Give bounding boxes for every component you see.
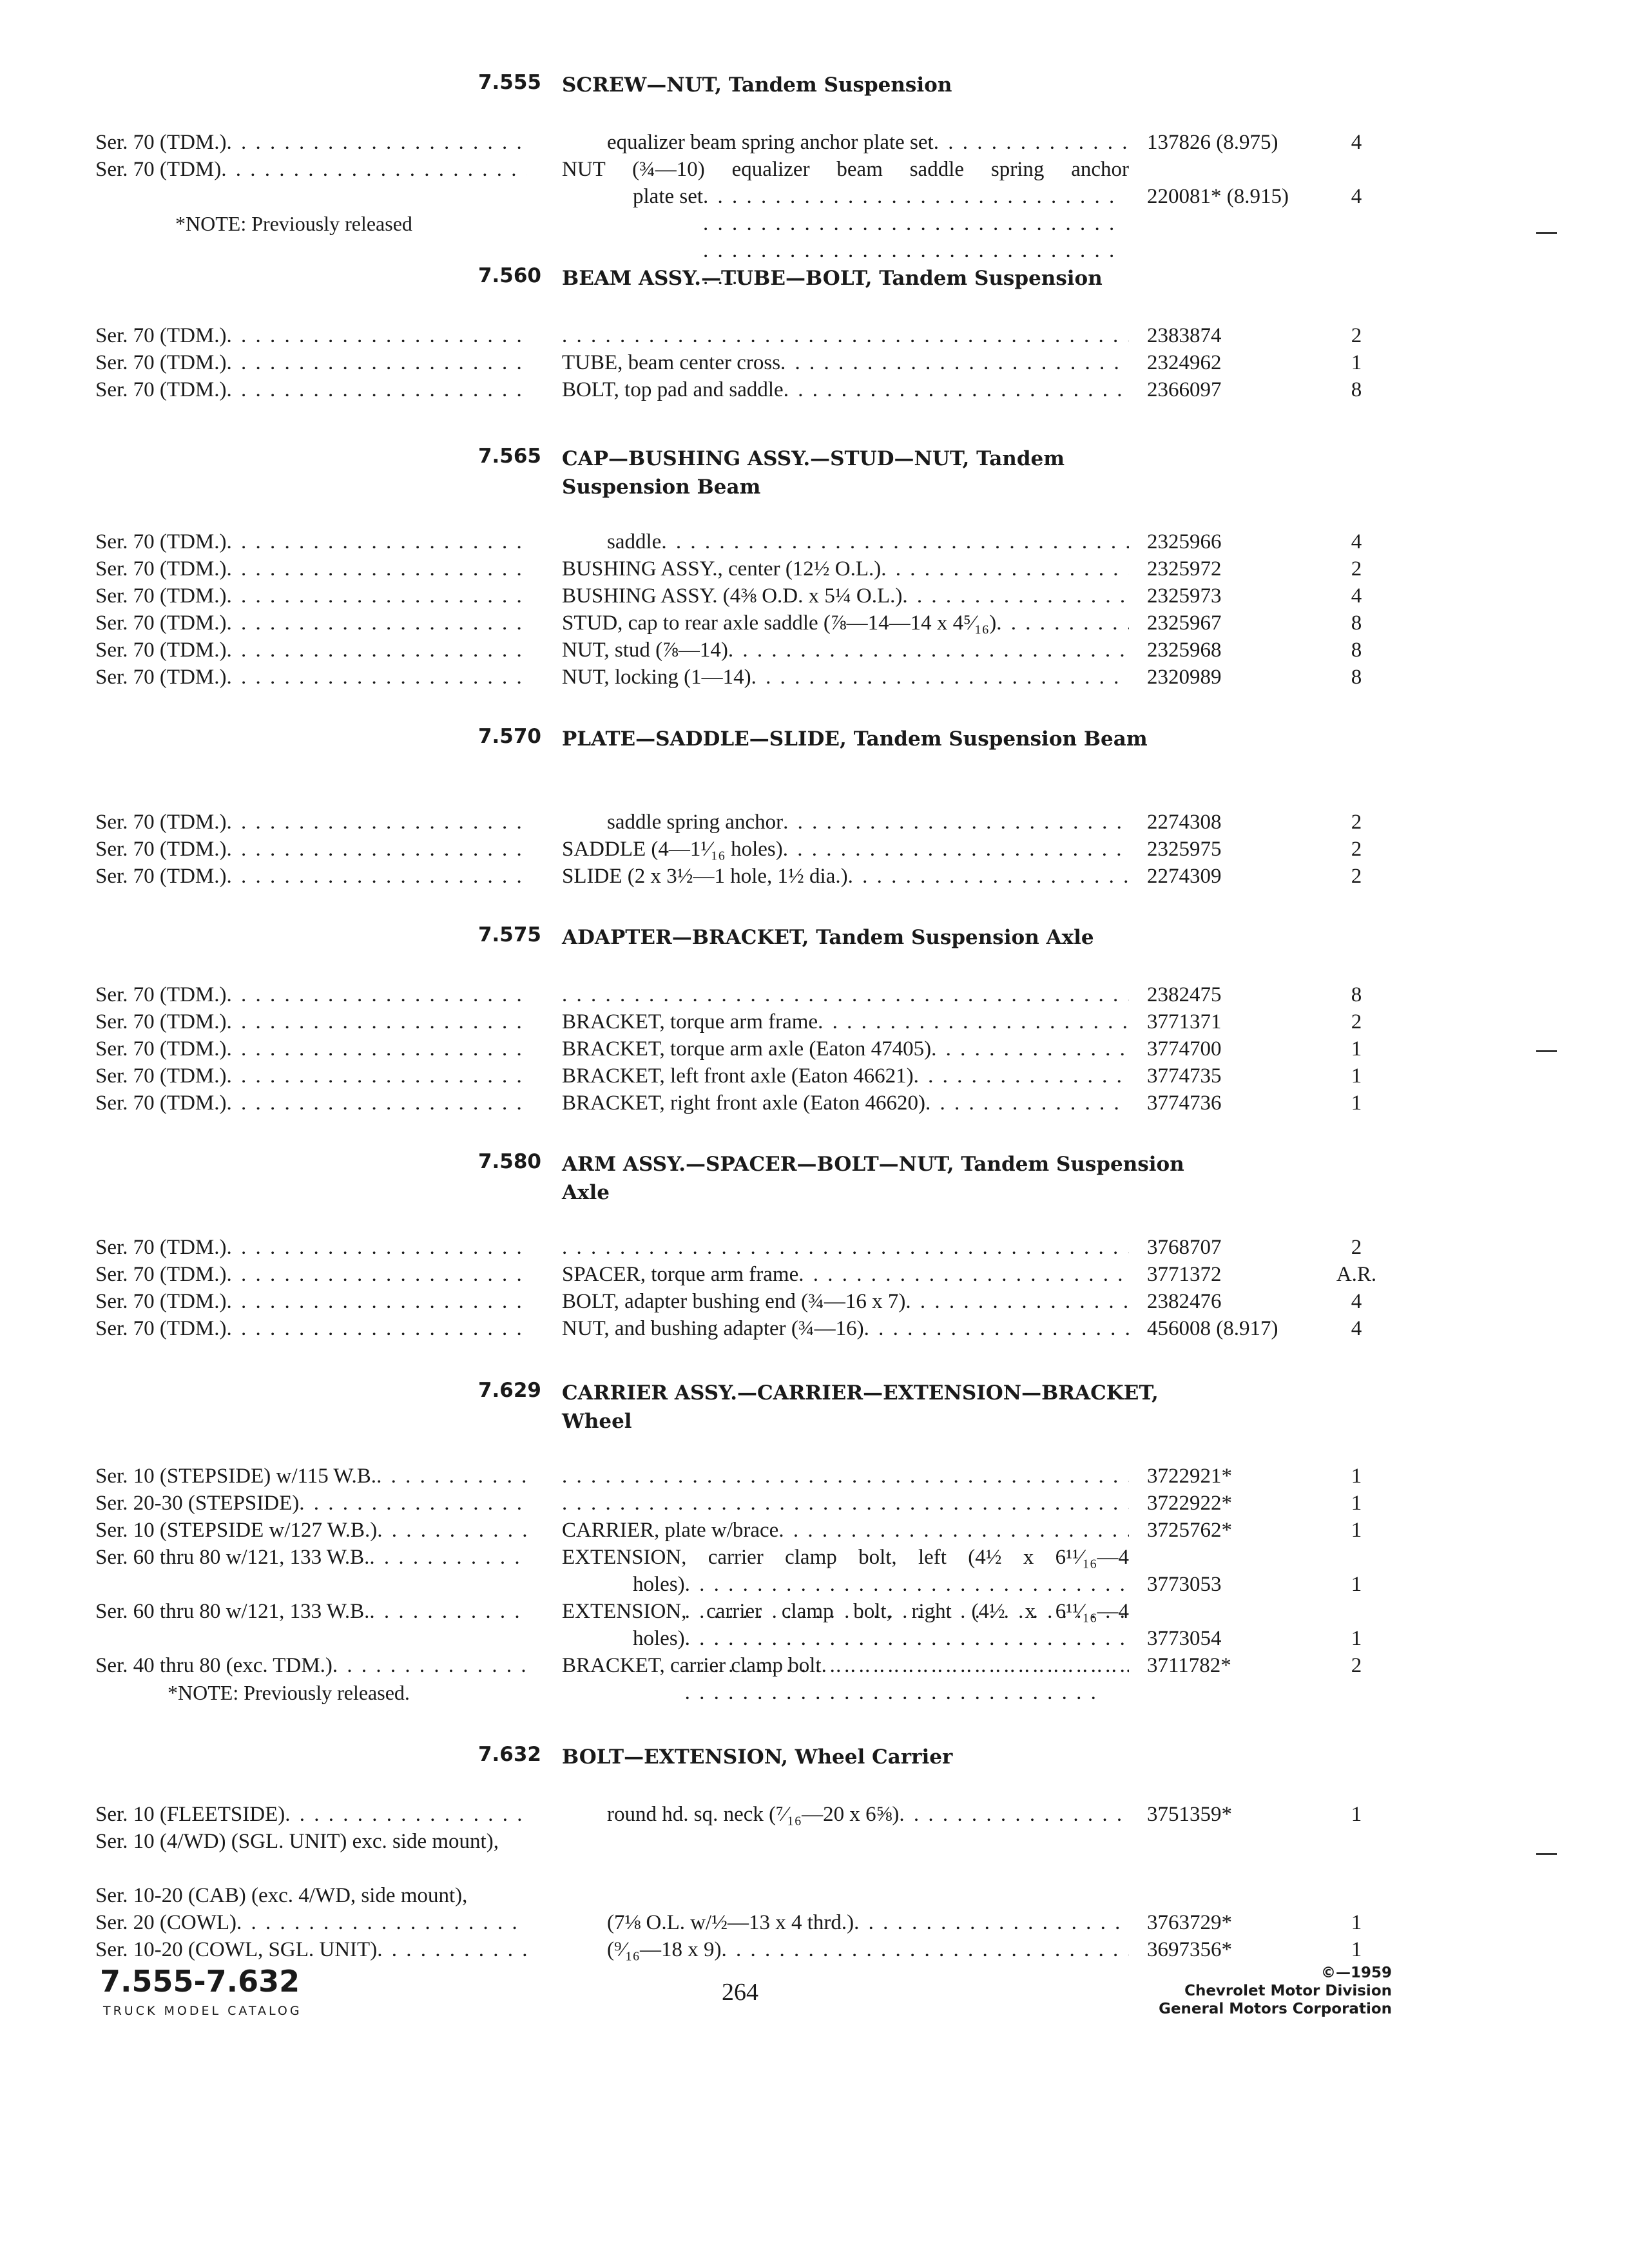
part-number: 3773054 xyxy=(1147,1627,1222,1650)
quantity: 2 xyxy=(1351,865,1362,888)
table-row: Ser. 70 (TDM.) . . . BUSHING ASSY. (4⅜ O.D. x 5¼ O.L.) . . . 2325973 4 xyxy=(0,582,1629,610)
section-7629 xyxy=(0,1379,1629,1706)
section-title: ARM ASSY.—SPACER—BOLT—NUT, Tandem Suspension Axle xyxy=(562,1153,1184,1204)
quantity: 1 xyxy=(1351,1911,1362,1934)
table-row: Ser. 40 thru 80 (exc. TDM.) . . . BRACKET, carrier clamp bolt . . . 3711782* 2 xyxy=(0,1652,1629,1679)
publisher-block xyxy=(1031,1964,1392,2018)
section-number: 7.555 xyxy=(477,71,541,94)
part-number: 3725762* xyxy=(1147,1519,1232,1542)
part-number: 3768707 xyxy=(1147,1236,1222,1259)
quantity: 1 xyxy=(1351,351,1362,374)
section-7632 xyxy=(0,1743,1629,1963)
part-number: 3763729* xyxy=(1147,1911,1232,1934)
section-7560 xyxy=(0,264,1629,403)
part-number: 2382476 xyxy=(1147,1290,1222,1313)
part-number: 3722922* xyxy=(1147,1492,1232,1515)
table-row: Ser. 10 (STEPSIDE) w/115 W.B. . . . . . . 3722921* 1 xyxy=(0,1463,1629,1490)
table-row: Ser. 70 (TDM.) . . . BRACKET, torque arm axle (Eaton 47405) . . . 3774700 1 xyxy=(0,1035,1629,1062)
section-7555 xyxy=(0,71,1629,237)
quantity: 4 xyxy=(1351,584,1362,608)
section-title: BEAM ASSY.—TUBE—BOLT, Tandem Suspension xyxy=(562,267,1103,290)
table-row: Ser. 10-20 (CAB) (exc. 4/WD, side mount), xyxy=(95,1884,468,1907)
page-footer xyxy=(0,1964,1629,2054)
part-number: 3722921* xyxy=(1147,1465,1232,1488)
section-title: ADAPTER—BRACKET, Tandem Suspension Axle xyxy=(562,926,1094,949)
section-number: 7.560 xyxy=(477,264,541,287)
table-row: Ser. 60 thru 80 w/121, 133 W.B. . . . EXTENSION, carrier clamp bolt, left (4½ x 6¹¹⁄₁₆—4 holes) . . . 3773053 1 xyxy=(0,1544,1629,1598)
part-number: 2382475 xyxy=(1147,983,1222,1006)
section-7580 xyxy=(0,1150,1629,1342)
quantity: 1 xyxy=(1351,1627,1362,1650)
quantity: 1 xyxy=(1351,1492,1362,1515)
table-row: Ser. 70 (TDM.) . . . NUT, and bushing adapter (¾—16) . . . 456008 (8.917) 4 xyxy=(0,1315,1629,1342)
section-number: 7.570 xyxy=(477,725,541,748)
quantity: 1 xyxy=(1351,1803,1362,1826)
part-number: 2366097 xyxy=(1147,378,1222,401)
part-number: 2325968 xyxy=(1147,639,1222,662)
section-number: 7.580 xyxy=(477,1150,541,1173)
part-number: 2383874 xyxy=(1147,324,1222,347)
section-title: PLATE—SADDLE—SLIDE, Tandem Suspension Beam xyxy=(562,727,1148,751)
section-7575 xyxy=(0,923,1629,1117)
quantity: 8 xyxy=(1351,666,1362,689)
part-number: 3774736 xyxy=(1147,1091,1222,1115)
edge-mark xyxy=(1536,1853,1557,1855)
section-title: SCREW—NUT, Tandem Suspension xyxy=(562,73,952,97)
table-row: Ser. 10 (STEPSIDE w/127 W.B.) . . . CARRIER, plate w/brace . . . 3725762* 1 xyxy=(0,1517,1629,1544)
table-row: Ser. 10 (4/WD) (SGL. UNIT) exc. side mount), xyxy=(95,1830,499,1853)
part-number: 3697356* xyxy=(1147,1938,1232,1961)
table-row: Ser. 70 (TDM.) . . . SLIDE (2 x 3½—1 hole, 1½ dia.) . . . 2274309 2 xyxy=(0,863,1629,890)
part-number: 2325973 xyxy=(1147,584,1222,608)
part-number: 137826 (8.975) xyxy=(1147,131,1278,154)
part-number: 2320989 xyxy=(1147,666,1222,689)
page-number: 264 xyxy=(722,1979,758,2006)
table-row: Ser. 70 (TDM.) . . . . . . 2383874 2 xyxy=(0,322,1629,349)
part-number: 3751359* xyxy=(1147,1803,1232,1826)
quantity: 8 xyxy=(1351,983,1362,1006)
quantity: 2 xyxy=(1351,811,1362,834)
quantity: 4 xyxy=(1351,131,1362,154)
section-7570 xyxy=(0,725,1629,890)
part-number: 3711782* xyxy=(1147,1654,1231,1677)
quantity: 4 xyxy=(1351,530,1362,553)
section-7565 xyxy=(0,445,1629,691)
quantity: 4 xyxy=(1351,1317,1362,1340)
quantity: 8 xyxy=(1351,611,1362,635)
table-row: Ser. 70 (TDM.) . . . equalizer beam spring anchor plate set . . . 137826 (8.975) 4 xyxy=(0,129,1629,156)
quantity: 1 xyxy=(1351,1091,1362,1115)
quantity: 8 xyxy=(1351,378,1362,401)
part-number: 2325967 xyxy=(1147,611,1222,635)
table-row: Ser. 10-20 (COWL, SGL. UNIT) . . . (⁹⁄₁₆—18 x 9) . . . 3697356* 1 xyxy=(0,1936,1629,1963)
quantity: 2 xyxy=(1351,1236,1362,1259)
quantity: 1 xyxy=(1351,1064,1362,1088)
section-title: BOLT—EXTENSION, Wheel Carrier xyxy=(562,1745,953,1769)
part-number: 2324962 xyxy=(1147,351,1222,374)
table-row: Ser. 70 (TDM.) . . . SADDLE (4—1¹⁄₁₆ holes) . . . 2325975 2 xyxy=(0,836,1629,863)
part-number: 2325975 xyxy=(1147,838,1222,861)
part-number: 3774735 xyxy=(1147,1064,1222,1088)
table-row: Ser. 20 (COWL) . . . (7⅛ O.L. w/½—13 x 4 thrd.) . . . 3763729* 1 xyxy=(0,1909,1629,1936)
part-number: 2325966 xyxy=(1147,530,1222,553)
table-row: Ser. 70 (TDM) . . . NUT (¾—10) equalizer beam saddle spring anchor plate set . . . 220081* (8.915) 4 xyxy=(0,156,1629,210)
catalog-label: TRUCK MODEL CATALOG xyxy=(103,2004,302,2018)
part-number: 3771371 xyxy=(1147,1010,1222,1033)
table-row: Ser. 70 (TDM.) . . . . . . 3768707 2 xyxy=(0,1234,1629,1261)
quantity: 1 xyxy=(1351,1938,1362,1961)
table-row: Ser. 70 (TDM.) . . . NUT, stud (⅞—14) . . . 2325968 8 xyxy=(0,637,1629,664)
table-row: Ser. 70 (TDM.) . . . BRACKET, right front axle (Eaton 46620) . . . 3774736 1 xyxy=(0,1090,1629,1117)
part-number: 3773053 xyxy=(1147,1573,1222,1596)
part-number: 3774700 xyxy=(1147,1037,1222,1061)
part-number: 2274308 xyxy=(1147,811,1222,834)
table-row: Ser. 70 (TDM.) . . . BUSHING ASSY., center (12½ O.L.) . . . 2325972 2 xyxy=(0,555,1629,582)
quantity: 2 xyxy=(1351,324,1362,347)
quantity: 2 xyxy=(1351,1010,1362,1033)
table-row: Ser. 70 (TDM.) . . . BRACKET, left front axle (Eaton 46621) . . . 3774735 1 xyxy=(0,1062,1629,1090)
quantity: 2 xyxy=(1351,838,1362,861)
quantity: 1 xyxy=(1351,1519,1362,1542)
part-number: 2325972 xyxy=(1147,557,1222,581)
quantity: 1 xyxy=(1351,1465,1362,1488)
table-row: Ser. 70 (TDM.) . . . saddle . . . 2325966 4 xyxy=(0,528,1629,555)
quantity: 8 xyxy=(1351,639,1362,662)
quantity: A.R. xyxy=(1336,1263,1377,1286)
section-number: 7.565 xyxy=(477,445,541,468)
table-row: Ser. 70 (TDM.) . . . TUBE, beam center cross . . . 2324962 1 xyxy=(0,349,1629,376)
quantity: 1 xyxy=(1351,1037,1362,1061)
note: *NOTE: Previously released. xyxy=(168,1681,410,1704)
copyright: ©—1959 xyxy=(1320,1965,1392,1981)
page-code: 7.555-7.632 xyxy=(100,1964,300,1999)
table-row: Ser. 70 (TDM.) . . . BRACKET, torque arm frame . . . 3771371 2 xyxy=(0,1008,1629,1035)
quantity: 4 xyxy=(1351,1290,1362,1313)
table-row: Ser. 70 (TDM.) . . . BOLT, adapter bushing end (¾—16 x 7) . . . 2382476 4 xyxy=(0,1288,1629,1315)
corporation: General Motors Corporation xyxy=(1159,2001,1392,2017)
table-row: Ser. 70 (TDM.) . . . saddle spring anchor . . . 2274308 2 xyxy=(0,809,1629,836)
edge-mark xyxy=(1536,1050,1557,1052)
part-number: 3771372 xyxy=(1147,1263,1222,1286)
note: *NOTE: Previously released xyxy=(175,212,412,235)
quantity: 2 xyxy=(1351,1654,1362,1677)
table-row: Ser. 70 (TDM.) . . . . . . 2382475 8 xyxy=(0,981,1629,1008)
edge-mark xyxy=(1536,232,1557,234)
table-row: Ser. 70 (TDM.) . . . SPACER, torque arm frame . . . 3771372 A.R. xyxy=(0,1261,1629,1288)
part-number: 2274309 xyxy=(1147,865,1222,888)
table-row: Ser. 20-30 (STEPSIDE) . . . . . . 3722922* 1 xyxy=(0,1490,1629,1517)
quantity: 4 xyxy=(1351,185,1362,208)
quantity: 1 xyxy=(1351,1573,1362,1596)
section-title: CARRIER ASSY.—CARRIER—EXTENSION—BRACKET, Wheel xyxy=(562,1381,1159,1433)
quantity: 2 xyxy=(1351,557,1362,581)
table-row: Ser. 70 (TDM.) . . . NUT, locking (1—14) . . . 2320989 8 xyxy=(0,664,1629,691)
part-number: 220081* (8.915) xyxy=(1147,185,1289,208)
table-row: Ser. 10 (FLEETSIDE) . . . round hd. sq. neck (⁷⁄₁₆—20 x 6⅝) . . . 3751359* 1 xyxy=(0,1801,1629,1828)
section-number: 7.632 xyxy=(477,1743,541,1766)
table-row: Ser. 60 thru 80 w/121, 133 W.B. . . . EXTENSION, carrier clamp bolt, right (4½ x 6¹¹⁄₁₆—4 holes) . . . 3773054 1 xyxy=(0,1598,1629,1652)
table-row: Ser. 70 (TDM.) . . . BOLT, top pad and saddle . . . 2366097 8 xyxy=(0,376,1629,403)
table-row: Ser. 70 (TDM.) . . . STUD, cap to rear axle saddle (⅞—14—14 x 4⁵⁄₁₆) . . . 2325967 8 xyxy=(0,610,1629,637)
section-title: CAP—BUSHING ASSY.—STUD—NUT, Tandem Suspension Beam xyxy=(562,447,1065,499)
part-number: 456008 (8.917) xyxy=(1147,1317,1278,1340)
section-number: 7.575 xyxy=(477,923,541,947)
section-number: 7.629 xyxy=(477,1379,541,1402)
division: Chevrolet Motor Division xyxy=(1184,1983,1392,1999)
